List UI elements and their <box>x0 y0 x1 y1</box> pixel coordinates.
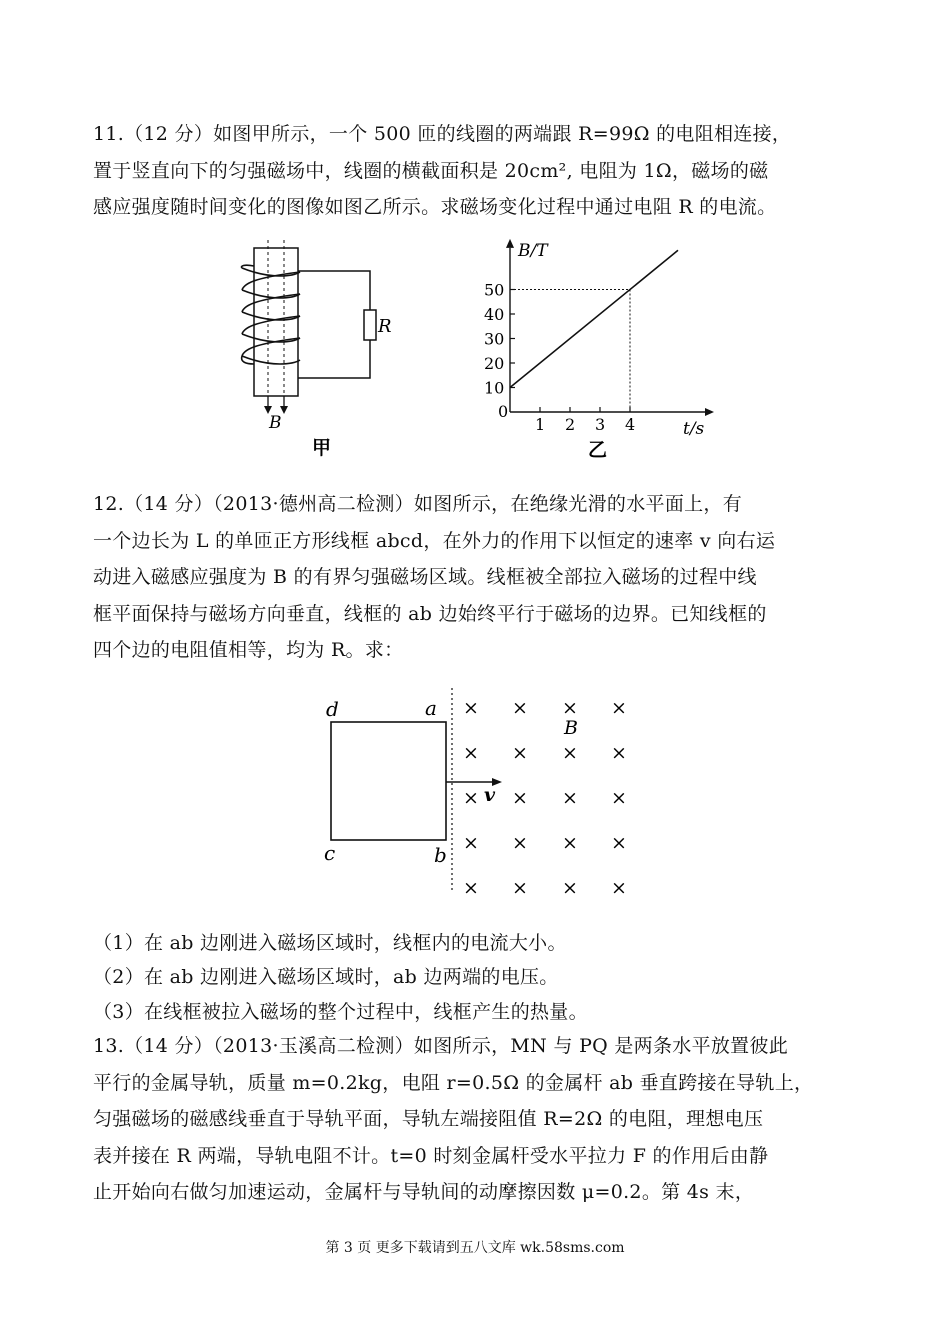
q12-line-2: 一个边长为 L 的单匝正方形线框 abcd，在外力的作用下以恒定的速率 v 向右运 <box>93 529 776 552</box>
q12-line-4: 框平面保持与磁场方向垂直，线框的 ab 边始终平行于磁场的边界。已知线框的 <box>93 602 767 625</box>
label-v: v <box>484 784 496 806</box>
x-tick-label: 4 <box>625 415 636 434</box>
field-cross: × <box>562 832 578 854</box>
field-cross: × <box>463 877 479 898</box>
y-tick-label: 10 <box>484 378 505 398</box>
label-a: a <box>425 696 437 720</box>
q13-line-2: 平行的金属导轨，质量 m=0.2kg，电阻 r=0.5Ω 的金属杆 ab 垂直跨接在导轨上， <box>93 1071 814 1094</box>
figure-jia-coil <box>232 238 392 463</box>
field-cross: × <box>611 787 627 809</box>
x-tick-label: 3 <box>595 415 606 434</box>
y-tick-label: 20 <box>484 354 505 373</box>
y-tick-label: 40 <box>484 305 505 324</box>
field-cross: × <box>611 742 627 764</box>
page-footer: 第 3 页 更多下载请到五八文库 wk.58sms.com <box>325 1240 625 1256</box>
field-cross: × <box>463 832 479 854</box>
field-cross: × <box>562 742 578 764</box>
q11-line-3: 感应强度随时间变化的图像如图乙所示。求磁场变化过程中通过电阻 R 的电流。 <box>93 196 777 218</box>
y-tick-label: 50 <box>484 280 505 300</box>
q12-line-5: 四个边的电阻值相等，均为 R。求： <box>93 639 404 661</box>
field-cross: × <box>512 742 528 764</box>
series-line-B <box>510 250 678 387</box>
figure-frame-field <box>318 688 648 898</box>
field-cross: × <box>512 787 528 809</box>
caption-yi: 乙 <box>588 439 608 461</box>
field-cross: × <box>611 832 627 854</box>
x-axis-label: t/s <box>683 419 705 439</box>
field-cross: × <box>463 742 479 764</box>
x-axis-arrow <box>705 408 714 416</box>
q12-sub-2: （2）在 ab 边刚进入磁场区域时，ab 边两端的电压。 <box>93 966 559 988</box>
field-cross: × <box>562 877 578 898</box>
field-cross: × <box>562 787 578 809</box>
field-cross: × <box>512 697 528 719</box>
caption-jia: 甲 <box>312 437 332 459</box>
q12-line-3: 动进入磁感应强度为 B 的有界匀强磁场区域。线框被全部拉入磁场的过程中线 <box>93 566 757 588</box>
label-B: B <box>269 413 282 433</box>
label-d: d <box>326 697 339 721</box>
q13-line-1: 13.（14 分）（2013·玉溪高二检测）如图所示，MN 与 PQ 是两条水平放置彼此 <box>93 1035 789 1057</box>
q12-sub-3: （3）在线框被拉入磁场的整个过程中，线框产生的热量。 <box>93 1001 588 1023</box>
x-tick-label: 1 <box>535 415 546 434</box>
q11-text <box>93 116 863 226</box>
label-b: b <box>434 843 447 867</box>
x-tick-label: 2 <box>565 415 576 434</box>
field-cross: × <box>611 697 627 719</box>
field-cross: × <box>512 832 528 854</box>
field-cross: × <box>562 697 578 719</box>
q11-line-1: 11.（12 分）如图甲所示，一个 500 匝的线圈的两端跟 R=99Ω 的电阻相连接， <box>93 123 792 145</box>
q13-line-3: 匀强磁场的磁感线垂直于导轨平面，导轨左端接阻值 R=2Ω 的电阻，理想电压 <box>93 1108 764 1130</box>
q13-line-4: 表并接在 R 两端，导轨电阻不计。t=0 时刻金属杆受水平拉力 F 的作用后由静 <box>93 1144 769 1167</box>
y-tick-label: 30 <box>484 329 505 349</box>
q12-line-1: 12.（14 分）（2013·德州高二检测）如图所示，在绝缘光滑的水平面上，有 <box>93 493 743 515</box>
q12-text <box>93 486 863 669</box>
field-cross: × <box>463 697 479 719</box>
y-axis-arrow <box>506 239 514 248</box>
label-R: R <box>378 316 392 337</box>
figure-yi-chart <box>470 232 730 464</box>
field-cross: × <box>512 877 528 898</box>
label-c: c <box>324 841 336 865</box>
q12-sub-1: （1）在 ab 边刚进入磁场区域时，线框内的电流大小。 <box>93 932 567 954</box>
q13-text <box>93 1028 863 1211</box>
y-axis-label: B/T <box>518 240 548 261</box>
origin-label: 0 <box>498 402 509 421</box>
label-B-field: B <box>564 717 578 739</box>
field-cross: × <box>611 877 627 898</box>
field-cross: × <box>463 787 479 809</box>
q11-line-2: 置于竖直向下的匀强磁场中，线圈的横截面积是 20cm², 电阻为 1Ω，磁场的磁 <box>93 159 769 182</box>
q13-line-5: 止开始向右做匀加速运动，金属杆与导轨间的动摩擦因数 μ=0.2。第 4s 末， <box>93 1181 755 1203</box>
